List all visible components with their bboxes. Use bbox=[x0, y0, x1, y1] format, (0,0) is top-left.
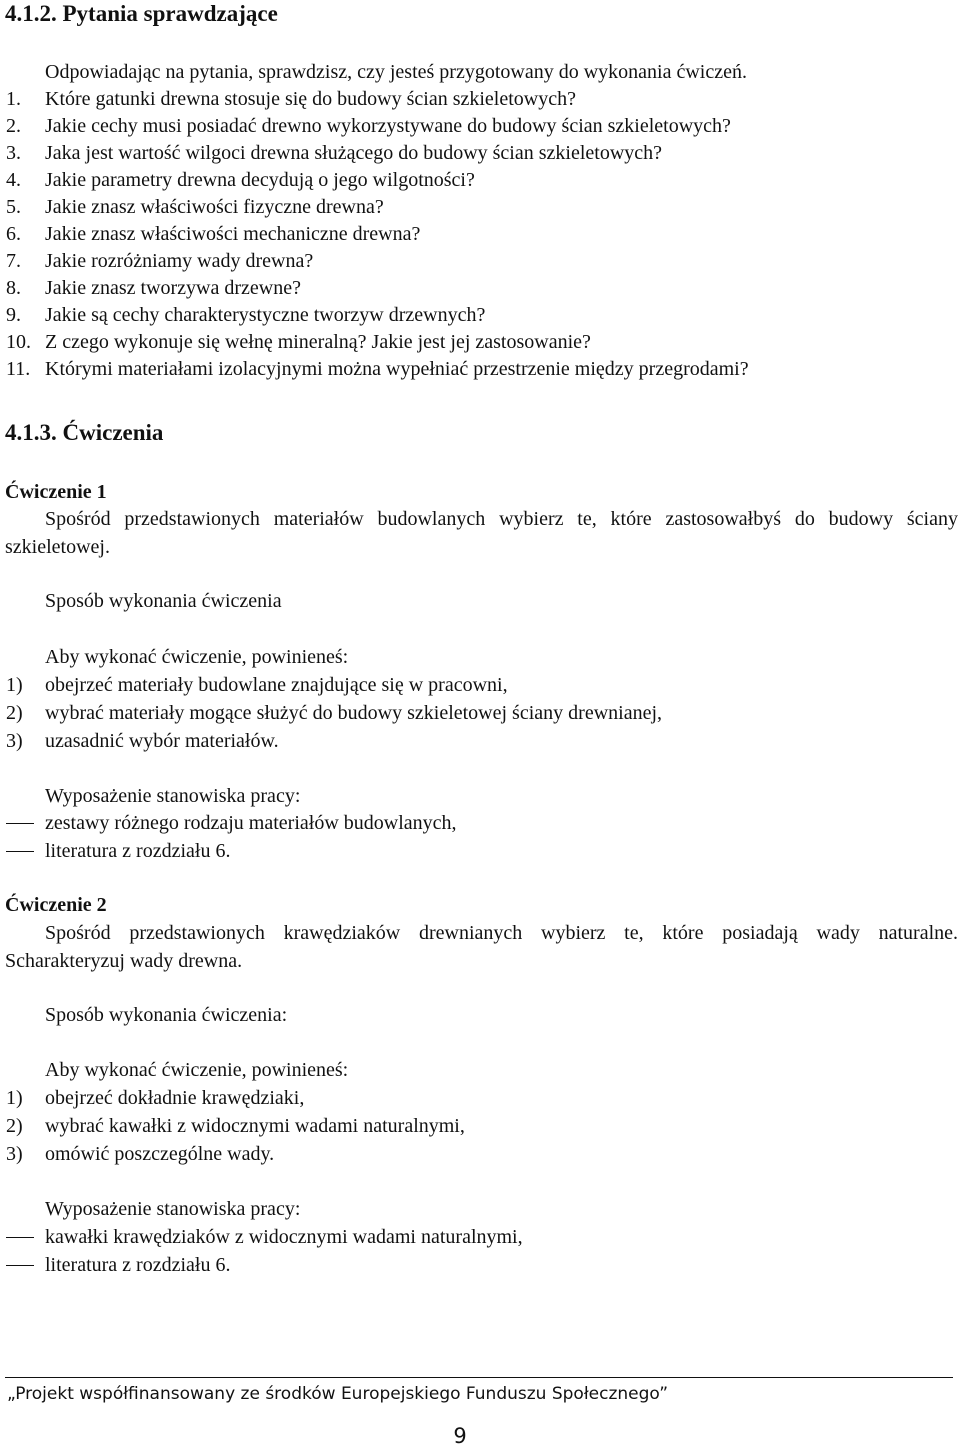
exercise-2-steps-label: Aby wykonać ćwiczenie, powinieneś: bbox=[45, 1059, 349, 1081]
section-title-questions: 4.1.2. Pytania sprawdzające bbox=[5, 1, 278, 26]
questions-intro: Odpowiadając na pytania, sprawdzisz, czy jesteś przygotowany do wykonania ćwiczeń. bbox=[45, 61, 747, 83]
footer-divider bbox=[5, 1377, 953, 1378]
exercise-1-steps-label: Aby wykonać ćwiczenie, powinieneś: bbox=[45, 646, 349, 668]
dash-bullet-icon bbox=[6, 851, 34, 852]
exercise-2-method-label: Sposób wykonania ćwiczenia: bbox=[45, 1004, 288, 1026]
exercise-2-description: Spośród przedstawionych krawędziaków drewnianych wybierz te, które posiadają wady naturalne. Scharakteryzuj wady drewna. bbox=[5, 922, 958, 972]
exercise-2-title: Ćwiczenie 2 bbox=[5, 894, 107, 916]
exercise-1-method-label: Sposób wykonania ćwiczenia bbox=[45, 590, 282, 612]
section-title-exercises: 4.1.3. Ćwiczenia bbox=[5, 420, 164, 445]
page-number: 9 bbox=[453, 1424, 467, 1448]
exercise-1-title: Ćwiczenie 1 bbox=[5, 481, 107, 503]
document-page: 4.1.2. Pytania sprawdzające Odpowiadając na pytania, sprawdzisz, czy jesteś przygotowany do wykonania ćwiczeń. 1. Które gatunki drewna stosuje się do budowy ścian szkieletowych? 2. Jakie cechy musi posiadać drewno wykorzystywane do budowy ścian szkieletowych? 3. Jaka jest wartość wilgoci drewna służącego do budowy ścian szkieletowych? 4. Jakie parametry drewna decydują o jego wilgotności? 5. Jakie znasz właściwości fizyczne drewna? 6. Jakie znasz właściwości mechaniczne drewna? 7. Jakie rozróżniamy wady drewna? 8. Jakie znasz tworzywa drzewne? 9. Jakie są cechy charakterystyczne tworzyw drzewnych? 10. Z czego wykonuje się wełnę mineralną? Jakie jest jej zastosowanie? 11. Którymi materiałami izolacyjnymi można wypełniać przestrzenie między przegrodami? 4.1.3. Ćwiczenia Ćwiczenie 1 Spośród przedstawionych materiałów budowlanych wybierz te, które zastosowałbyś do budowy ściany szkieletowej. Sposób wykonania ćwiczenia Aby wykonać ćwiczenie, powinieneś: 1) obejrzeć materiały budowlane znajdujące się w pracowni, 2) wybrać materiały mogące służyć do budowy szkieletowej ściany drewnianej, 3) uzasadnić wybór materiałów. Wyposażenie stanowiska pracy: zestawy różnego rodzaju materiałów budowlanych, literatura z rozdziału 6. Ćwiczenie 2 Spośród przedstawionych krawędziaków drewnianych wybierz te, które posiadają wady naturalne. Scharakteryzuj wady drewna. Sposób wykonania ćwiczenia: Aby wykonać ćwiczenie, powinieneś: 1) obejrzeć dokładnie krawędziaki, 2) wybrać kawałki z widocznymi wadami naturalnymi, 3) omówić poszczególne wady. Wyposażenie stanowiska pracy: kawałki krawędziaków z widocznymi wadami naturalnymi, literatura z rozdziału 6. „Projekt współfinansowany ze środków Europejskiego Funduszu Społecznego” 9 bbox=[0, 0, 960, 1444]
exercise-1-description: Spośród przedstawionych materiałów budowlanych wybierz te, które zastosowałbyś do budowy ściany szkieletowej. bbox=[5, 508, 958, 558]
exercise-2-equipment-label: Wyposażenie stanowiska pracy: bbox=[45, 1198, 301, 1220]
exercise-1-equipment-label: Wyposażenie stanowiska pracy: bbox=[45, 785, 301, 807]
dash-bullet-icon bbox=[6, 823, 34, 824]
dash-bullet-icon bbox=[6, 1237, 34, 1238]
footer-text: „Projekt współfinansowany ze środków Europejskiego Funduszu Społecznego” bbox=[7, 1384, 669, 1404]
dash-bullet-icon bbox=[6, 1265, 34, 1266]
